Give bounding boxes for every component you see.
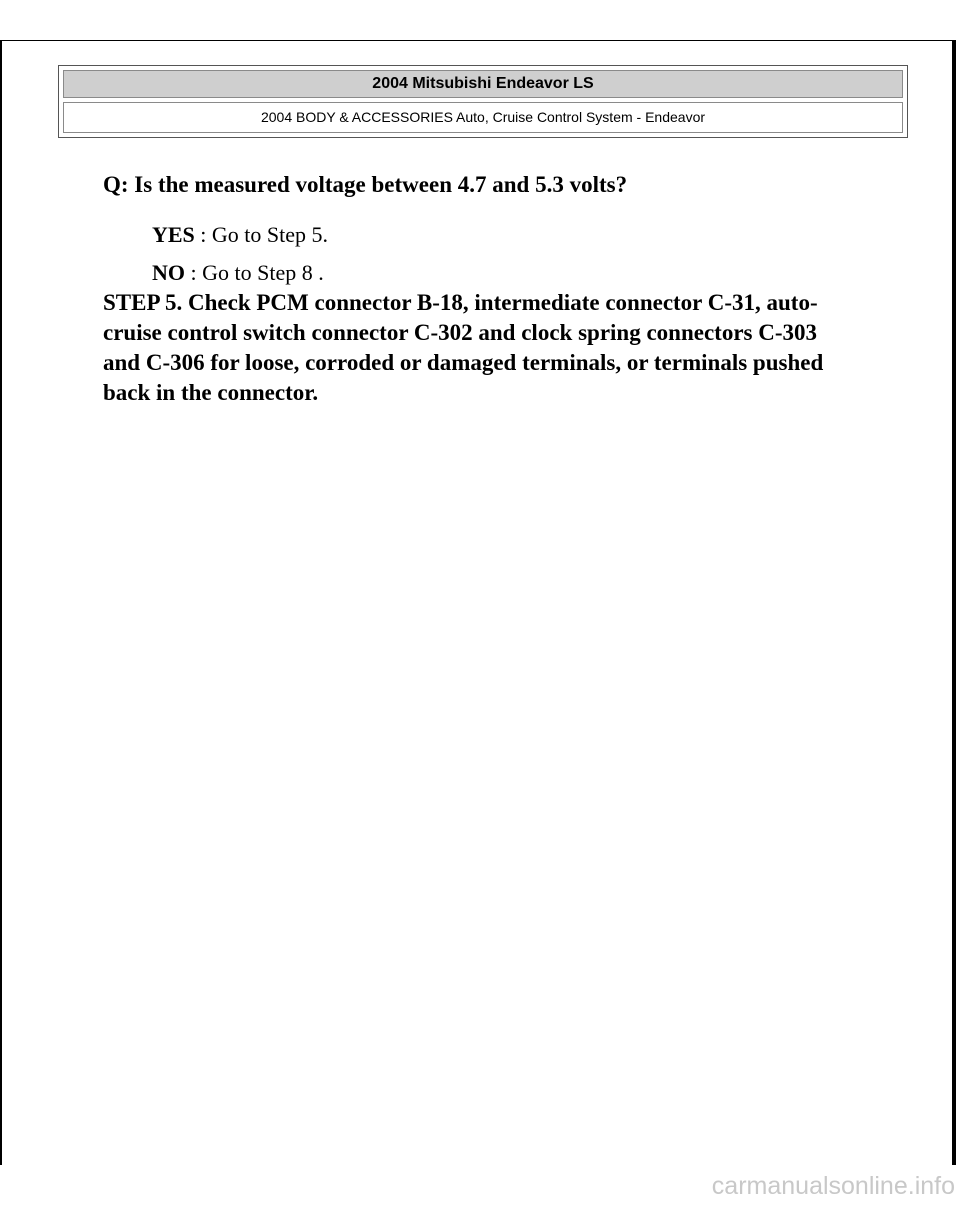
step-line: STEP 5. Check PCM connector B-18, intermediate connector C-31, auto- bbox=[103, 290, 818, 315]
document-header bbox=[58, 65, 908, 138]
answer-yes bbox=[152, 221, 328, 249]
step-line: cruise control switch connector C-302 and clock spring connectors C-303 bbox=[103, 320, 817, 345]
answer-no-key: NO bbox=[152, 260, 185, 285]
answer-yes-text: : Go to Step 5. bbox=[194, 222, 329, 247]
header-subtitle: 2004 BODY & ACCESSORIES Auto, Cruise Control System - Endeavor bbox=[63, 102, 903, 133]
answer-no bbox=[152, 259, 324, 287]
answer-yes-key: YES bbox=[152, 222, 195, 247]
site-watermark: carmanualsonline.info bbox=[711, 1172, 955, 1200]
step-5-instructions bbox=[103, 288, 918, 408]
page-frame bbox=[0, 40, 956, 1165]
step-line: and C-306 for loose, corroded or damaged terminals, or terminals pushed bbox=[103, 350, 824, 375]
question-text: Q: Is the measured voltage between 4.7 and 5.3 volts? bbox=[103, 172, 628, 197]
step-line: back in the connector. bbox=[103, 380, 319, 405]
answer-no-text: : Go to Step 8 . bbox=[185, 260, 324, 285]
header-title: 2004 Mitsubishi Endeavor LS bbox=[63, 70, 903, 98]
